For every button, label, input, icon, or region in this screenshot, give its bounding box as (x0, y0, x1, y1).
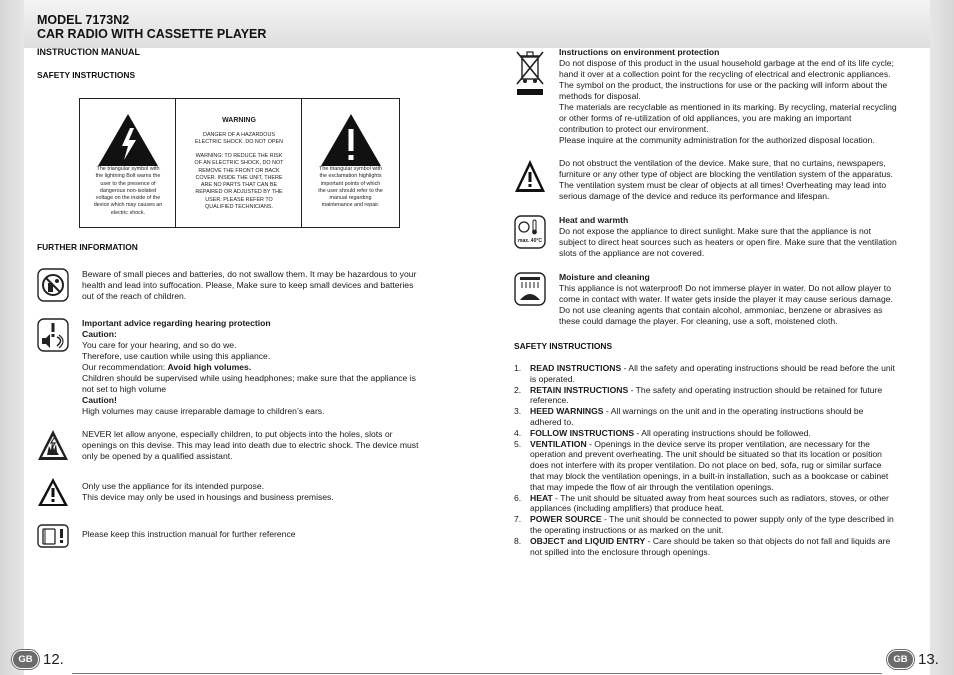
list-item: 7. POWER SOURCE - The unit should be connected to power supply only of the type described in the operating instructions or as marked on the unit. (514, 514, 894, 535)
warning-risk-text: WARNING: TO REDUCE THE RISK OF AN ELECTRIC SHOCK, DO NOT REMOVE THE FRONT OR BACK COVER. INSIDE THE UNIT, THERE ARE NO PARTS THAT CAN BE REPAIRED OR ADJUSTED BY THE USER. PLEASE REFER TO QUALIFIED TECHNICIANS. (194, 153, 284, 211)
exclamation-caption: The triangular symbol with the exclamation highlights important points of which the user should refer to the manual regarding maintenance and repair. (318, 166, 383, 209)
list-item: 3. HEED WARNINGS - All warnings on the unit and in the operating instructions should be adhered to. (514, 406, 864, 427)
list-item: 4. FOLLOW INSTRUCTIONS - All operating instructions should be followed. (514, 427, 811, 438)
right-page-footer (887, 645, 939, 673)
ventilation-text: Do not obstruct the ventilation of the device. Make sure, that no curtains, newspapers, furniture or any other type of object are blocking the ventilation system of the apparatus. The ventilation system must be clear of objects at all times! Overheating may lead into serious damage of the device and reduce its performance and lifespan. (559, 158, 893, 201)
warning-title: WARNING (222, 117, 256, 124)
safety-instructions-heading-right: SAFETY INSTRUCTIONS (514, 341, 613, 351)
hearing-text: Important advice regarding hearing protection Caution: You care for your hearing, and so do we. Therefore, use caution while using this appliance. Our recommendation: Avoid high volumes. Children should be supervised while using headphones; make sure that the appliance is not set to high volume Caution! High volumes may cause irreparable damage to children’s ears. (82, 318, 416, 416)
warning-danger-text: DANGER OF A HAZARDOUS ELECTRIC SHOCK. DO NOT OPEN (195, 132, 283, 146)
warning-column (176, 99, 302, 227)
left-margin-strip (0, 0, 24, 675)
warning-table (79, 98, 400, 228)
model-title: MODEL 7173N2 (37, 13, 130, 27)
product-title: CAR RADIO WITH CASSETTE PLAYER (37, 27, 267, 41)
caution-icon (37, 476, 69, 513)
exclamation-warning-icon (319, 112, 383, 168)
moisture-shower-icon (514, 272, 546, 311)
safety-instructions-list (514, 363, 918, 557)
hearing-icon (37, 318, 69, 357)
gb-badge-right: GB (887, 650, 914, 669)
further-information-heading: FURTHER INFORMATION (37, 242, 138, 252)
ventilation-warning-icon (514, 158, 546, 199)
keep-manual-text: Please keep this instruction manual for further reference (82, 529, 296, 539)
intended-purpose-text: Only use the appliance for its intended purpose. This device may only be used in housings and business premises. (82, 481, 334, 502)
list-item: 8. OBJECT and LIQUID ENTRY - Care should be taken so that objects do not fall and liquids are not spilled into the enclosure through openings. (514, 535, 891, 557)
bottom-rule (72, 673, 882, 674)
list-item: 6. HEAT - The unit should be situated away from heat sources such as radiators, stoves, or other appliances (including amplifiers) that produce heat. (514, 492, 889, 514)
right-margin-strip (930, 0, 954, 675)
safety-instructions-heading-left: SAFETY INSTRUCTIONS (37, 70, 136, 80)
heat-text: Heat and warmth Do not expose the appliance to direct sunlight. Make sure that the appliance is not subject to direct heat sources such as heaters or open fire. Make sure that the ventilation slots of the appliance are not covered. (559, 215, 897, 258)
moisture-text: Moisture and cleaning This appliance is not waterproof! Do not immerse player in water. Do not allow player to come in contact with water. If water gets inside the player it may cause serious damage. Do not use cleaning agents that contain alcohol, ammoniac, benzene or abrasives as these could damage the player. For cleaning, use a soft, moistened cloth. (559, 272, 893, 326)
lightning-caption: The triangular symbol with the lightning Bolt warns the user to the presence of dangerous non-isolated voltage on the inside of the device which may causes an electric shock. (93, 166, 163, 216)
gb-badge-left: GB (12, 650, 39, 669)
page-number-right: 13. (918, 650, 939, 668)
page-number-left: 12. (43, 650, 64, 668)
heat-thermometer-icon (514, 215, 546, 254)
exclamation-column (302, 99, 399, 227)
list-item: 1. READ INSTRUCTIONS - All the safety and operating instructions should be read before the unit is operated. (514, 363, 895, 384)
never-children-text: NEVER let allow anyone, especially children, to put objects into the holes, slots or openings on this devise. This may lead into death due to electric shock. The device must only be opened by a qualified assistant. (82, 429, 419, 461)
manual-book-icon (37, 524, 69, 553)
left-page-footer (12, 645, 64, 673)
lightning-column (80, 99, 176, 227)
environment-text: Instructions on environment protection Do not dispose of this product in the usual household garbage at the end of its life cycle; hand it over at a collection point for the recycling of electrical and electronic appliances. The symbol on the product, the instructions for use or the packing will inform about the methods for disposal. The materials are recyclable as mentioned in its marking. By recycling, material recycling or other forms of re-utilization of old appliances, you are making an important contribution to protect our environment. Please inquire at the community administration for the authorized disposal location. (559, 47, 897, 145)
heat-icon-label: max. 40°C (518, 238, 542, 244)
instruction-manual-heading: INSTRUCTION MANUAL (37, 47, 140, 57)
list-item: 2. RETAIN INSTRUCTIONS - The safety and operating instruction should be retained for future reference. (514, 384, 883, 406)
list-item: 5. VENTILATION - Openings in the device serve its proper ventilation, are necessary for the operation and prevent overheating. The unit should be situated so that its location or position does not interfere with its proper ventilation. Do not place on bed, sofa, rug or similar surface that may block the ventilation openings, in a built-in installation, such as a bookcase or cabinet that may impede the flow of air through the ventilation openings. (514, 438, 889, 492)
small-parts-icon (37, 268, 69, 307)
small-parts-text: Beware of small pieces and batteries, do not swallow them. It may be hazardous to your health and lead into suffocation. Please, Make sure to keep small devices and batteries out of the reach of children. (82, 269, 417, 301)
electric-shock-hand-icon (37, 428, 69, 467)
weee-bin-icon (514, 48, 546, 103)
lightning-warning-icon (96, 112, 160, 168)
